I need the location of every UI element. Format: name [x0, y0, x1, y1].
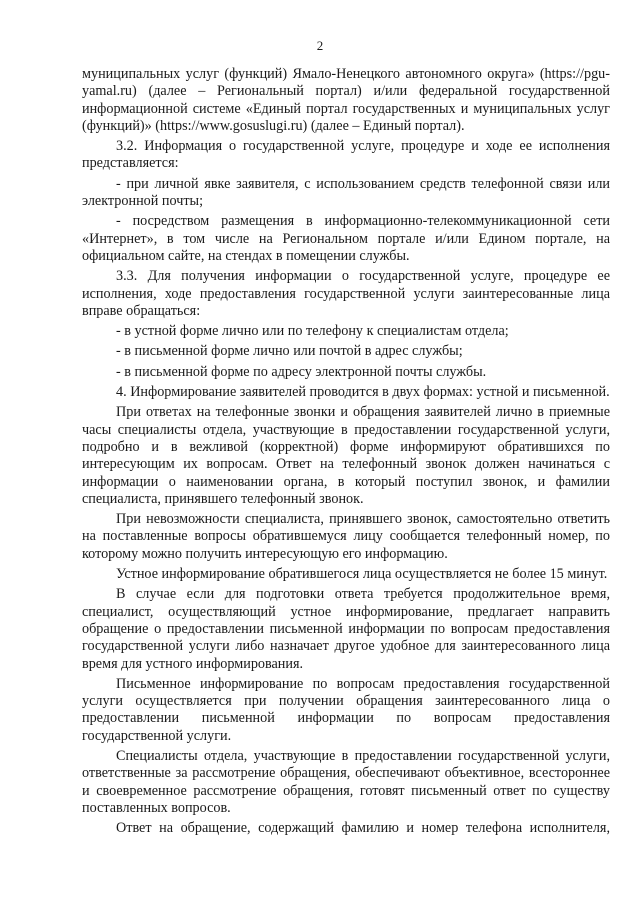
paragraph-3-3-item-email: - в письменной форме по адресу электронной почты службы. — [116, 363, 487, 380]
paragraph-3-2-item-personal: - при личной явке заявителя, с использованием средств телефонной связи или электронной почты; — [82, 175, 610, 210]
paragraph-phone-answers: При ответах на телефонные звонки и обращения заявителей лично в приемные часы специалисты отдела, участвующие в предоставлении государственной услуги, подробно и в вежливой (корректной) форме информируют обратившихся по интересующим их вопросам. Ответ на телефонный звонок должен начинаться с информации о наименовании органа, в который поступил звонок, и фамилии специалиста, принявшего телефонный звонок. — [82, 404, 610, 507]
paragraph-4: 4. Информирование заявителей проводится в двух формах: устной и письменной. — [116, 384, 610, 401]
paragraph-3-3-item-oral: - в устной форме лично или по телефону к специалистам отдела; — [116, 323, 509, 340]
paragraph-specialists: Специалисты отдела, участвующие в предоставлении государственной услуги, ответственные за рассмотрение обращения, обеспечивают объективное, всестороннее и своевременное рассмотрение обращения, готовят письменный ответ по существу поставленных вопросов. — [82, 747, 610, 816]
paragraph-3-3-item-written-post: - в письменной форме лично или почтой в адрес службы; — [116, 343, 463, 360]
paragraph-answer-contents: Ответ на обращение, содержащий фамилию и номер телефона исполнителя, — [116, 820, 610, 837]
paragraph-long-answer: В случае если для подготовки ответа требуется продолжительное время, специалист, осуществляющий устное информирование, предлагает направить обращение о предоставлении письменной информации по вопросам предоставления государственной услуги либо назначает другое удобное для заинтересованного лица время для устного информирования. — [82, 586, 610, 672]
document-body — [82, 66, 610, 840]
paragraph-3-2: 3.2. Информация о государственной услуге, процедуре и ходе ее исполнения представляется: — [82, 138, 610, 172]
paragraph-redirect-number: При невозможности специалиста, принявшего звонок, самостоятельно ответить на поставленные вопросы обратившемуся лицу сообщается телефонный номер, по которому можно получить интересующую его информацию. — [82, 511, 610, 562]
paragraph-3-2-item-internet: - посредством размещения в информационно-телекоммуникационной сети «Интернет», в том числе на Региональном портале и/или Едином портале, на официальном сайте, на стендах в помещении службы. — [82, 213, 610, 264]
paragraph-3-3: 3.3. Для получения информации о государственной услуге, процедуре ее исполнения, ходе предоставления государственной услуги заинтересованные лица вправе обращаться: — [82, 268, 610, 319]
paragraph-oral-duration: Устное информирование обратившегося лица осуществляется не более 15 минут. — [116, 566, 608, 583]
paragraph-written-info: Письменное информирование по вопросам предоставления государственной услуги осуществляется при получении обращения заинтересованного лица о предоставлении письменной информации по вопросам предоставления государственной услуги. — [82, 675, 610, 744]
page-number: 2 — [316, 38, 324, 53]
paragraph-portal-continuation: муниципальных услуг (функций) Ямало-Ненецкого автономного округа» (https://pgu-yamal.ru) (далее – Региональный портал) и/или федеральной государственной информационной системе «Единый портал государственных и муниципальных услуг (функций)» (https://www.gosuslugi.ru) (далее – Единый портал). — [82, 66, 610, 134]
